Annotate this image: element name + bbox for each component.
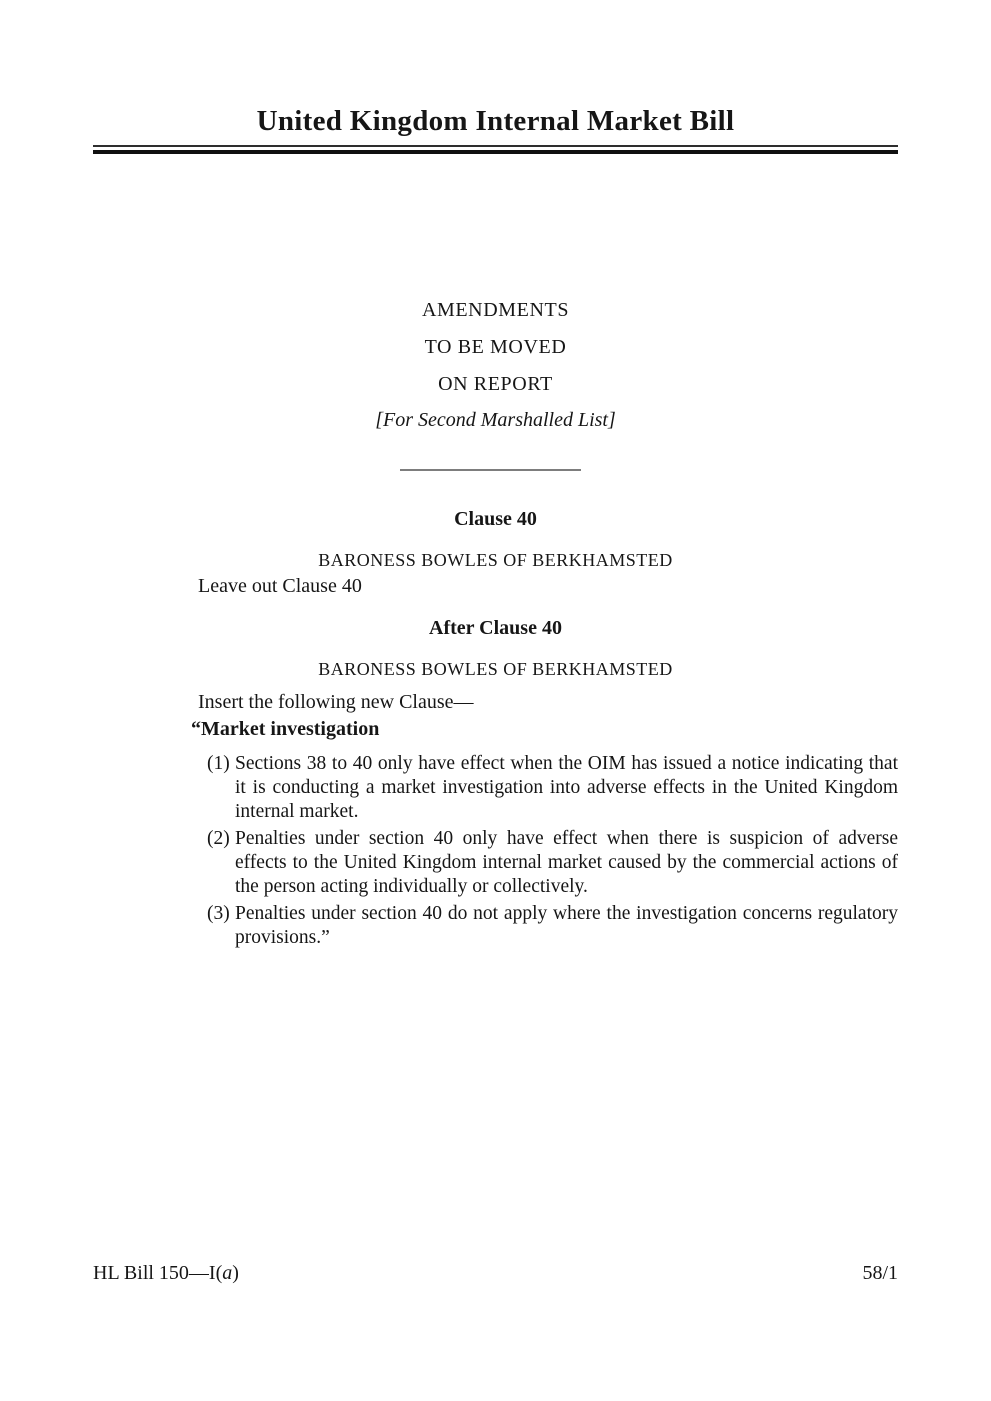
new-clause-subsections	[207, 752, 898, 953]
front-headings	[0, 297, 991, 408]
front-heading-on-report: ON REPORT	[438, 373, 553, 395]
subsection-3	[207, 902, 898, 950]
marshalled-list-note: [For Second Marshalled List]	[375, 409, 616, 431]
subsection-1-number: (1)	[207, 753, 230, 774]
clause-40-heading: Clause 40	[454, 508, 537, 530]
subsection-2-text: Penalties under section 40 only have effect when there is suspicion of adverse effects to the United Kingdom internal market caused by the commercial actions of the person acting individually or collectively.	[235, 828, 898, 897]
page-footer	[93, 1261, 898, 1286]
subsection-3-number: (3)	[207, 903, 230, 924]
subsection-3-text: Penalties under section 40 do not apply where the investigation concerns regulatory provisions.”	[235, 903, 898, 948]
front-heading-amendments: AMENDMENTS	[421, 299, 570, 321]
new-clause-title: “Market investigation	[191, 718, 380, 740]
subsection-2	[207, 827, 898, 899]
title-double-rule	[93, 145, 898, 154]
bill-reference-italic: a	[222, 1262, 233, 1284]
subsection-1-text: Sections 38 to 40 only have effect when the OIM has issued a notice indicating that it is conducting a market investigation into adverse effects in the United Kingdom internal market.	[235, 753, 898, 822]
bill-reference	[93, 1261, 239, 1286]
bill-reference-prefix: HL Bill 150—I(	[93, 1262, 223, 1284]
bill-reference-suffix: )	[232, 1262, 239, 1284]
front-heading-to-be-moved: TO BE MOVED	[424, 336, 567, 358]
subsection-1	[207, 752, 898, 824]
section-divider-line	[400, 469, 581, 471]
page-reference: 58/1	[862, 1262, 898, 1284]
subsection-2-number: (2)	[207, 828, 230, 849]
clause-40-mover: BARONESS BOWLES OF BERKHAMSTED	[318, 550, 673, 570]
clause-40-instruction: Leave out Clause 40	[198, 575, 362, 597]
page-title: United Kingdom Internal Market Bill	[256, 105, 735, 137]
after-clause-40-mover: BARONESS BOWLES OF BERKHAMSTED	[318, 659, 673, 679]
after-clause-40-heading: After Clause 40	[429, 617, 562, 639]
after-clause-40-instruction: Insert the following new Clause—	[198, 691, 474, 713]
